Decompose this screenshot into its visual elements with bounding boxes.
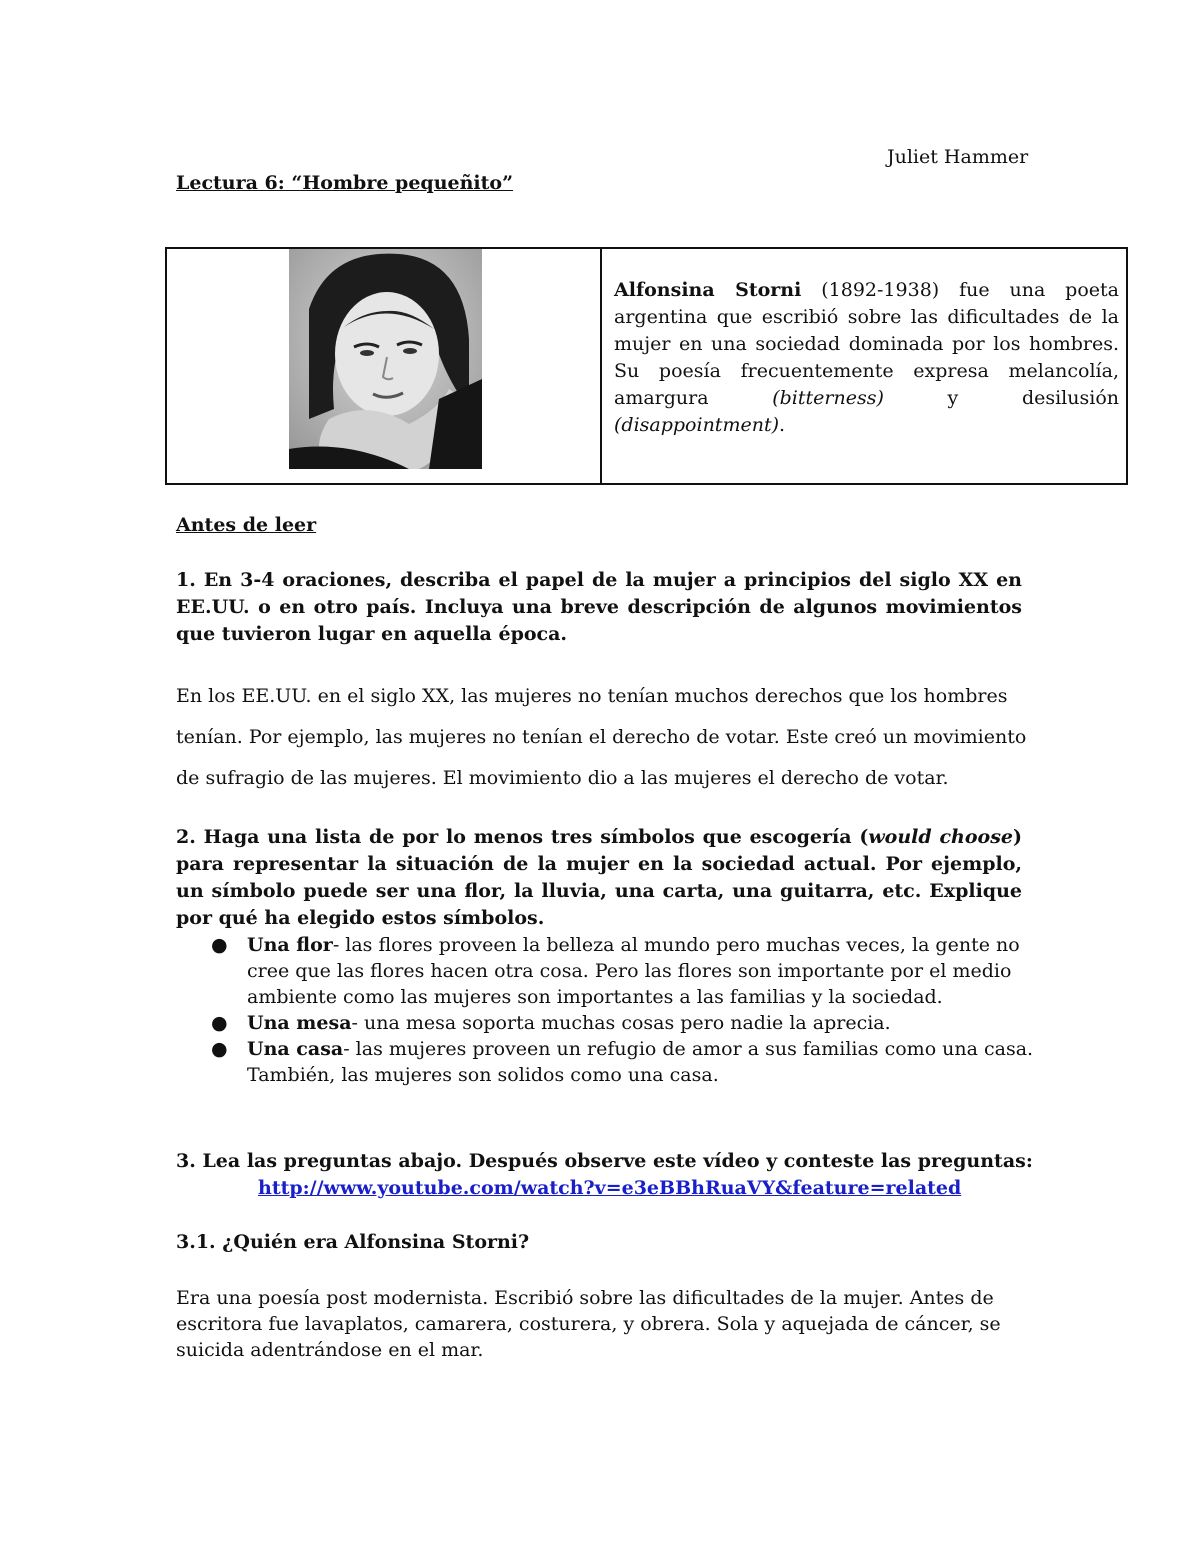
list-item: ● Una flor- las flores proveen la belleza al mundo pero muchas veces, la gente no cree que las flores hacen otra cosa. Pero las flores son importante por el medio ambiente como las mujeres son importantes a las familias y la sociedad. xyxy=(211,934,1020,1008)
page-title: Lectura 6: “Hombre pequeñito” xyxy=(176,172,514,194)
video-link[interactable]: http://www.youtube.com/watch?v=e3eBBhRuaVY&feature=related xyxy=(258,1177,962,1199)
question-1: 1. En 3-4 oraciones, describa el papel de la mujer a principios del siglo XX en EE.UU. o en otro país. Incluya una breve descripción de algunos movimientos que tuvieron lugar en aquella época. xyxy=(176,569,1022,645)
list-item: ● Una mesa- una mesa soporta muchas cosas pero nadie la aprecia. xyxy=(211,1012,891,1034)
bio-paragraph: Alfonsina Storni (1892-1938) fue una poeta argentina que escribió sobre las dificultades de la mujer en una sociedad dominada por los hombres. Su poesía frecuentemente expresa melancolía, amargura (bitterness) y desilusión (disappointment). xyxy=(614,279,1119,436)
bullet-icon: ● xyxy=(211,1012,228,1034)
bio-cell xyxy=(602,249,1126,483)
portrait-photo xyxy=(289,249,482,469)
section-heading: Antes de leer xyxy=(176,514,317,536)
bullet-icon: ● xyxy=(211,1038,228,1060)
bullet-icon: ● xyxy=(211,934,228,956)
question-2: 2. Haga una lista de por lo menos tres símbolos que escogería (would choose) para representar la situación de la mujer en la sociedad actual. Por ejemplo, un símbolo puede ser una flor, la lluvia, una carta, una guitarra, etc. Explique por qué ha elegido estos símbolos. xyxy=(176,826,1022,929)
question-3: 3. Lea las preguntas abajo. Después observe este vídeo y conteste las preguntas: xyxy=(176,1150,1033,1172)
question-3-1: 3.1. ¿Quién era Alfonsina Storni? xyxy=(176,1231,530,1253)
bio-name: Alfonsina Storni xyxy=(614,279,802,301)
photo-cell xyxy=(167,249,602,483)
list-item: ● Una casa- las mujeres proveen un refugio de amor a sus familias como una casa. También, las mujeres son solidos como una casa. xyxy=(211,1038,1034,1086)
answer-1: En los EE.UU. en el siglo XX, las mujeres no tenían muchos derechos que los hombres tenían. Por ejemplo, las mujeres no tenían el derecho de votar. Este creó un movimiento de sufragio de las mujeres. El movimiento dio a las mujeres el derecho de votar. xyxy=(176,685,1027,789)
author-name: Juliet Hammer xyxy=(887,146,1029,168)
answer-3-1: Era una poesía post modernista. Escribió sobre las dificultades de la mujer. Antes de escritora fue lavaplatos, camarera, costurera, y obrera. Sola y aquejada de cáncer, se suicida adentrándose en el mar. xyxy=(176,1287,1001,1361)
bio-table xyxy=(165,247,1128,485)
question-2-italic: would choose xyxy=(868,826,1013,848)
bio-term-bitterness: (bitterness) xyxy=(772,387,884,409)
symbol-list xyxy=(205,932,1035,1088)
bio-term-disappointment: (disappointment) xyxy=(614,414,779,436)
